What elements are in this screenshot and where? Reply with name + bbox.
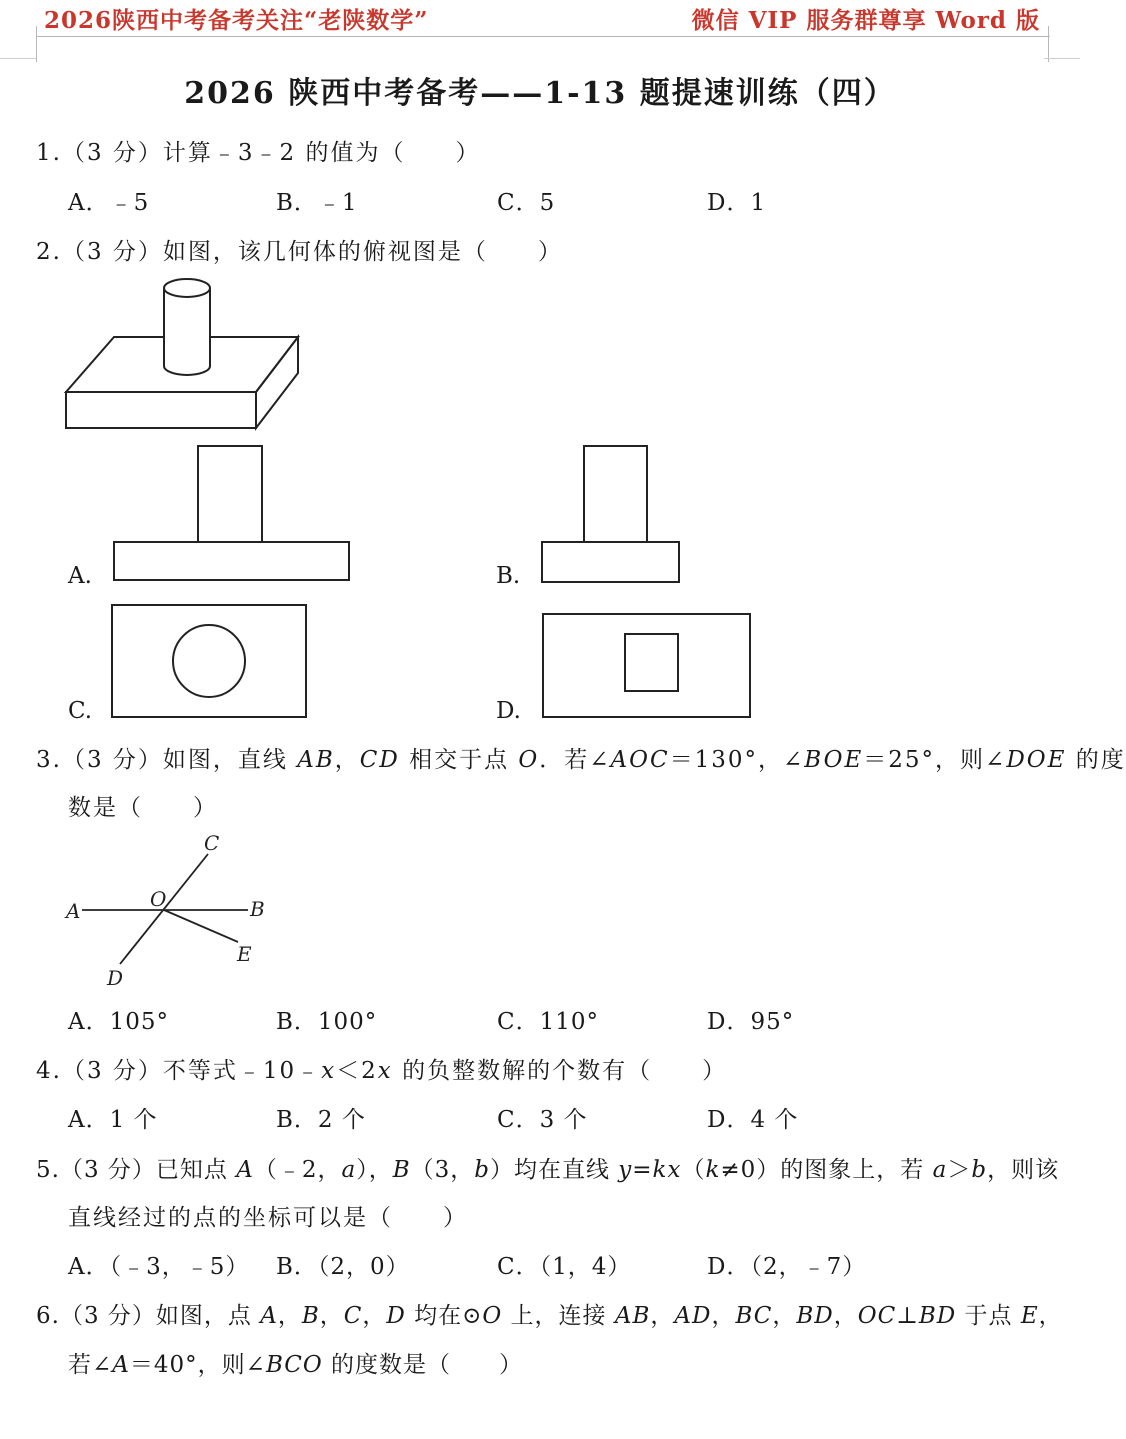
q2-solid-figure: [60, 270, 310, 440]
cylinder-body: [164, 288, 210, 375]
q1-option-a: A．﹣5: [68, 190, 150, 216]
cylinder-top: [164, 279, 210, 297]
q2-option-d-figure: [541, 612, 753, 720]
q2-option-a-label: A.: [68, 563, 92, 589]
q3-option-d: D．95°: [707, 1009, 795, 1035]
question-3-stem-line2: 数是（ ）: [68, 795, 218, 821]
q2-option-b-figure: [540, 444, 685, 586]
question-2-stem: 2.（3 分）如图，该几何体的俯视图是（ ）: [36, 239, 563, 265]
q3-option-c: C．110°: [497, 1009, 599, 1035]
question-1-stem: 1.（3 分）计算﹣3﹣2 的值为（ ）: [36, 140, 481, 166]
q3-angle-figure: [60, 830, 280, 995]
q4-option-a: A．1 个: [68, 1107, 158, 1133]
q2-option-d-label: D.: [496, 698, 521, 724]
q2-option-b-label: B.: [496, 563, 521, 589]
q3-option-a: A．105°: [68, 1009, 170, 1035]
question-3-stem-line1: 3.（3 分）如图，直线 AB，CD 相交于点 O．若∠AOC＝130°，∠BOE＝25°，则∠DOE 的度: [36, 747, 1126, 773]
corner-mark-right: [1044, 58, 1080, 59]
header-left-text: 2026陕西中考备考关注“老陕数学”: [44, 7, 429, 34]
slab-front-face: [66, 392, 256, 428]
question-6-stem-line2: 若∠A＝40°，则∠BCO 的度数是（ ）: [68, 1352, 524, 1378]
header-rule-left-tick: [36, 26, 37, 62]
q3-option-b: B．100°: [276, 1009, 378, 1035]
q5-option-a: A．（﹣3，﹣5）: [68, 1254, 250, 1280]
q5-option-b: B．（2，0）: [276, 1254, 410, 1280]
q1-option-c: C．5: [497, 190, 556, 216]
label-e: E: [237, 942, 252, 966]
q5-option-d: D．（2，﹣7）: [707, 1254, 867, 1280]
q4-option-b: B．2 个: [276, 1107, 366, 1133]
label-b: B: [250, 897, 265, 921]
question-5-stem-line2: 直线经过的点的坐标可以是（ ）: [68, 1205, 468, 1231]
ray-oe: [164, 910, 238, 942]
header-rule-right-tick: [1048, 26, 1049, 62]
q4-option-d: D．4 个: [707, 1107, 799, 1133]
corner-mark-left: [0, 58, 36, 59]
page-title: 2026 陕西中考备考——1-13 题提速训练（四）: [184, 76, 896, 111]
header-right-text: 微信 VIP 服务群尊享 Word 版: [691, 7, 1040, 34]
q1-option-b: B．﹣1: [276, 190, 358, 216]
q1-option-d: D．1: [707, 190, 767, 216]
label-o: O: [150, 887, 167, 911]
q5-option-c: C．（1，4）: [497, 1254, 632, 1280]
slab-side-face: [256, 337, 298, 428]
header-rule: [36, 36, 1050, 37]
question-4-stem: 4.（3 分）不等式﹣10﹣x＜2x 的负整数解的个数有（ ）: [36, 1058, 728, 1084]
label-d: D: [107, 966, 124, 990]
question-5-stem-line1: 5.（3 分）已知点 A（﹣2，a），B（3，b）均在直线 y=kx（k≠0）的图象上，若 a＞b，则该: [36, 1157, 1060, 1183]
q4-option-c: C．3 个: [497, 1107, 588, 1133]
label-c: C: [204, 831, 220, 855]
q2-option-c-label: C.: [68, 698, 93, 724]
question-6-stem-line1: 6.（3 分）如图，点 A，B，C，D 均在⊙O 上，连接 AB，AD，BC，BD，OC⊥BD 于点 E，: [36, 1303, 1063, 1329]
q2-option-c-figure: [110, 603, 310, 721]
label-a: A: [66, 899, 81, 923]
q2-option-a-figure: [112, 444, 352, 584]
